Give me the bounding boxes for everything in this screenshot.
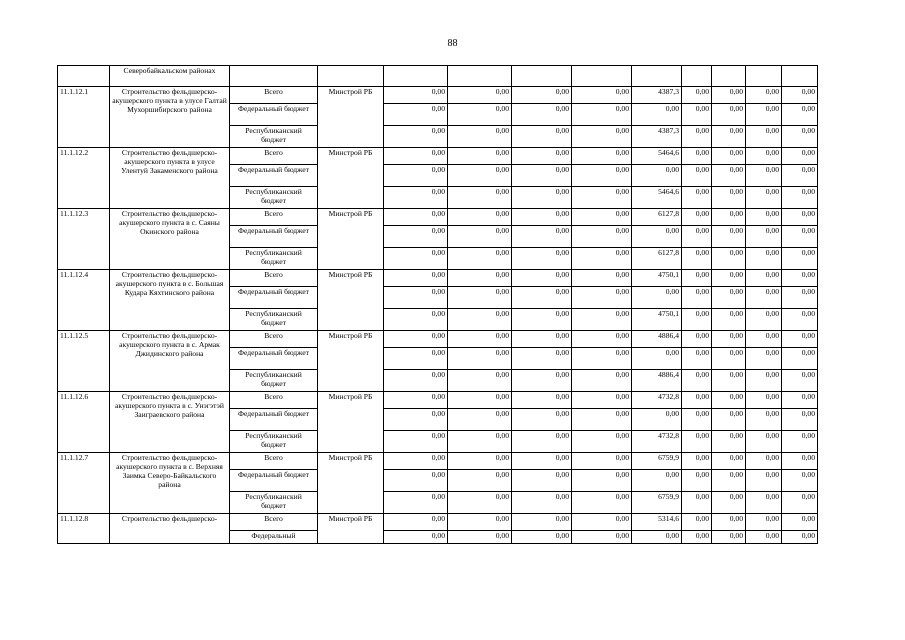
amount-cell: 0,00: [746, 453, 782, 470]
executor: Минстрой РБ: [318, 270, 384, 331]
amount-cell: 0,00: [572, 431, 632, 453]
amount-cell: 0,00: [682, 226, 712, 248]
amount-cell: 0,00: [632, 409, 682, 431]
amount-cell: 0,00: [782, 87, 818, 104]
amount-cell: 0,00: [384, 409, 448, 431]
amount-cell: 0,00: [448, 514, 512, 531]
amount-cell: 0,00: [572, 187, 632, 209]
amount-cell: 0,00: [682, 370, 712, 392]
amount-cell: 0,00: [682, 453, 712, 470]
amount-cell: 0,00: [712, 431, 746, 453]
amount-cell: 0,00: [712, 492, 746, 514]
amount-cell: 0,00: [512, 287, 572, 309]
amount-cell: 0,00: [746, 87, 782, 104]
amount-cell: 0,00: [746, 187, 782, 209]
amount-cell: 0,00: [384, 453, 448, 470]
amount-cell: 0,00: [782, 148, 818, 165]
table-row: [58, 453, 818, 470]
amount-cell: 0,00: [572, 348, 632, 370]
item-code: 11.1.12.4: [58, 270, 110, 331]
amount-cell: 0,00: [384, 209, 448, 226]
item-name: Строительство фельдшерско-акушерского пункта в с. Армак Джидинского района: [110, 331, 230, 392]
amount-cell: 0,00: [712, 287, 746, 309]
amount-cell: 0,00: [712, 370, 746, 392]
amount-cell: 0,00: [712, 331, 746, 348]
amount-cell: 6127,8: [632, 209, 682, 226]
amount-cell: 0,00: [682, 470, 712, 492]
amount-cell: 0,00: [712, 165, 746, 187]
amount-cell: 0,00: [746, 470, 782, 492]
amount-cell: 5464,6: [632, 148, 682, 165]
amount-cell: 0,00: [712, 453, 746, 470]
amount-cell: 0,00: [746, 492, 782, 514]
amount-cell: 0,00: [572, 470, 632, 492]
amount-cell: 4750,1: [632, 309, 682, 331]
amount-cell: 0,00: [682, 409, 712, 431]
amount-cell: 0,00: [384, 226, 448, 248]
amount-cell: 0,00: [712, 531, 746, 544]
amount-cell: 0,00: [512, 348, 572, 370]
amount-cell: 0,00: [712, 87, 746, 104]
amount-cell: 0,00: [512, 370, 572, 392]
executor: Минстрой РБ: [318, 209, 384, 270]
amount-cell: 0,00: [448, 287, 512, 309]
amount-cell: 0,00: [746, 248, 782, 270]
amount-cell: 0,00: [746, 209, 782, 226]
amount-cell: 0,00: [572, 226, 632, 248]
item-code: 11.1.12.2: [58, 148, 110, 209]
amount-cell: 0,00: [448, 531, 512, 544]
funding-source: Федеральный бюджет: [230, 226, 318, 248]
funding-source: Республиканский бюджет: [230, 431, 318, 453]
header-code-cell: [58, 66, 110, 87]
amount-cell: 0,00: [782, 514, 818, 531]
amount-cell: 0,00: [682, 165, 712, 187]
amount-cell: 0,00: [782, 348, 818, 370]
amount-cell: 0,00: [572, 409, 632, 431]
table-row: [58, 270, 818, 287]
amount-cell: 0,00: [448, 492, 512, 514]
amount-cell: 0,00: [384, 187, 448, 209]
amount-cell: 0,00: [512, 453, 572, 470]
amount-cell: 4886,4: [632, 370, 682, 392]
item-name: Строительство фельдшерско-: [110, 514, 230, 544]
amount-cell: 0,00: [384, 287, 448, 309]
funding-source: Всего: [230, 87, 318, 104]
amount-cell: 0,00: [448, 409, 512, 431]
amount-cell: 0,00: [512, 309, 572, 331]
budget-table: [57, 65, 818, 544]
amount-cell: 0,00: [746, 270, 782, 287]
amount-cell: 0,00: [746, 348, 782, 370]
amount-cell: 0,00: [782, 331, 818, 348]
amount-cell: 0,00: [712, 248, 746, 270]
amount-cell: 0,00: [448, 370, 512, 392]
amount-cell: 5464,6: [632, 187, 682, 209]
amount-cell: 0,00: [512, 331, 572, 348]
amount-cell: 0,00: [572, 165, 632, 187]
amount-cell: 0,00: [682, 148, 712, 165]
amount-cell: 0,00: [782, 309, 818, 331]
amount-cell: 0,00: [384, 165, 448, 187]
amount-cell: 0,00: [782, 104, 818, 126]
amount-cell: 0,00: [448, 309, 512, 331]
amount-cell: 0,00: [746, 126, 782, 148]
amount-cell: 0,00: [746, 165, 782, 187]
amount-cell: 0,00: [572, 126, 632, 148]
amount-cell: 0,00: [632, 226, 682, 248]
amount-cell: 0,00: [384, 309, 448, 331]
amount-cell: 0,00: [448, 209, 512, 226]
item-name: Строительство фельдшерско-акушерского пункта в улусе Улентуй Закаменского района: [110, 148, 230, 209]
amount-cell: 0,00: [572, 514, 632, 531]
amount-cell: 4732,8: [632, 431, 682, 453]
item-code: 11.1.12.8: [58, 514, 110, 544]
funding-source: Федеральный бюджет: [230, 165, 318, 187]
amount-cell: 0,00: [746, 531, 782, 544]
amount-cell: 0,00: [448, 126, 512, 148]
amount-cell: 0,00: [782, 226, 818, 248]
amount-cell: 0,00: [384, 331, 448, 348]
amount-cell: 0,00: [572, 209, 632, 226]
amount-cell: 0,00: [512, 492, 572, 514]
amount-cell: 0,00: [572, 392, 632, 409]
amount-cell: 0,00: [682, 492, 712, 514]
funding-source: Всего: [230, 209, 318, 226]
amount-cell: 0,00: [512, 165, 572, 187]
amount-cell: 0,00: [384, 87, 448, 104]
amount-cell: 0,00: [746, 226, 782, 248]
amount-cell: 0,00: [782, 209, 818, 226]
amount-cell: 0,00: [448, 187, 512, 209]
amount-cell: 0,00: [384, 148, 448, 165]
amount-cell: 0,00: [384, 392, 448, 409]
amount-cell: 0,00: [746, 431, 782, 453]
amount-cell: 0,00: [448, 148, 512, 165]
amount-cell: 0,00: [384, 270, 448, 287]
amount-cell: 0,00: [782, 431, 818, 453]
amount-cell: 4387,3: [632, 126, 682, 148]
amount-cell: 0,00: [512, 148, 572, 165]
amount-cell: 4387,3: [632, 87, 682, 104]
funding-source: Федеральный бюджет: [230, 348, 318, 370]
amount-cell: 0,00: [782, 492, 818, 514]
amount-cell: 0,00: [682, 87, 712, 104]
funding-source: Федеральный бюджет: [230, 287, 318, 309]
amount-cell: 0,00: [448, 270, 512, 287]
amount-cell: 0,00: [512, 270, 572, 287]
amount-cell: 0,00: [746, 148, 782, 165]
amount-cell: 0,00: [746, 104, 782, 126]
executor: Минстрой РБ: [318, 392, 384, 453]
amount-cell: 0,00: [384, 104, 448, 126]
amount-cell: 0,00: [448, 392, 512, 409]
amount-cell: 0,00: [448, 348, 512, 370]
amount-cell: 0,00: [712, 104, 746, 126]
amount-cell: 0,00: [572, 104, 632, 126]
funding-source: Федеральный бюджет: [230, 409, 318, 431]
executor: Минстрой РБ: [318, 514, 384, 544]
item-code: 11.1.12.1: [58, 87, 110, 148]
amount-cell: 0,00: [384, 514, 448, 531]
amount-cell: 0,00: [632, 348, 682, 370]
funding-source: Республиканский бюджет: [230, 492, 318, 514]
amount-cell: 0,00: [682, 270, 712, 287]
amount-cell: 0,00: [448, 431, 512, 453]
table-row: [58, 514, 818, 531]
amount-cell: 0,00: [384, 470, 448, 492]
amount-cell: 0,00: [632, 287, 682, 309]
amount-cell: 0,00: [712, 348, 746, 370]
amount-cell: 0,00: [384, 431, 448, 453]
page-number: 88: [447, 38, 458, 49]
item-code: 11.1.12.7: [58, 453, 110, 514]
amount-cell: 0,00: [682, 126, 712, 148]
amount-cell: 0,00: [782, 392, 818, 409]
table-row: [58, 209, 818, 226]
amount-cell: 0,00: [512, 87, 572, 104]
executor: Минстрой РБ: [318, 148, 384, 209]
amount-cell: 0,00: [682, 187, 712, 209]
amount-cell: 0,00: [384, 126, 448, 148]
amount-cell: 0,00: [682, 392, 712, 409]
amount-cell: 0,00: [746, 370, 782, 392]
amount-cell: 4750,1: [632, 270, 682, 287]
funding-source: Республиканский бюджет: [230, 370, 318, 392]
item-name: Строительство фельдшерско-акушерского пункта в с. Верхняя Заимка Северо-Байкальского района: [110, 453, 230, 514]
table-row: [58, 87, 818, 104]
item-code: 11.1.12.5: [58, 331, 110, 392]
amount-cell: 0,00: [682, 209, 712, 226]
header-continuation-row: [58, 66, 818, 87]
funding-source: Всего: [230, 148, 318, 165]
amount-cell: 0,00: [572, 309, 632, 331]
amount-cell: 0,00: [746, 392, 782, 409]
amount-cell: 0,00: [448, 470, 512, 492]
amount-cell: 0,00: [448, 248, 512, 270]
item-name: Строительство фельдшерско-акушерского пункта в с. Большая Кудара Кяхтинского района: [110, 270, 230, 331]
amount-cell: 0,00: [712, 392, 746, 409]
amount-cell: 0,00: [448, 104, 512, 126]
amount-cell: 0,00: [682, 248, 712, 270]
amount-cell: 0,00: [746, 309, 782, 331]
amount-cell: 0,00: [512, 409, 572, 431]
amount-cell: 5314,6: [632, 514, 682, 531]
amount-cell: 0,00: [632, 531, 682, 544]
amount-cell: 0,00: [782, 165, 818, 187]
amount-cell: 0,00: [572, 148, 632, 165]
item-name: Строительство фельдшерско-акушерского пункта в с. Унэгэтэй Заиграевского района: [110, 392, 230, 453]
amount-cell: 0,00: [572, 248, 632, 270]
amount-cell: 0,00: [746, 514, 782, 531]
amount-cell: 4886,4: [632, 331, 682, 348]
amount-cell: 0,00: [712, 126, 746, 148]
amount-cell: 0,00: [712, 270, 746, 287]
executor: Минстрой РБ: [318, 331, 384, 392]
amount-cell: 0,00: [572, 492, 632, 514]
amount-cell: 0,00: [712, 187, 746, 209]
amount-cell: 0,00: [512, 248, 572, 270]
amount-cell: 0,00: [632, 470, 682, 492]
amount-cell: 0,00: [512, 226, 572, 248]
funding-source: Всего: [230, 514, 318, 531]
amount-cell: 0,00: [782, 409, 818, 431]
amount-cell: 0,00: [782, 248, 818, 270]
funding-source: Федеральный: [230, 531, 318, 544]
item-name: Строительство фельдшерско-акушерского пункта в улусе Галтай Мухоршибирского района: [110, 87, 230, 148]
header-name-cell: Северобайкальском районах: [110, 66, 230, 87]
table-row: [58, 392, 818, 409]
amount-cell: 0,00: [512, 514, 572, 531]
funding-source: Республиканский бюджет: [230, 187, 318, 209]
amount-cell: 0,00: [712, 514, 746, 531]
amount-cell: 0,00: [712, 209, 746, 226]
amount-cell: 0,00: [782, 470, 818, 492]
amount-cell: 0,00: [512, 126, 572, 148]
funding-source: Всего: [230, 392, 318, 409]
funding-source: Федеральный бюджет: [230, 104, 318, 126]
funding-source: Республиканский бюджет: [230, 309, 318, 331]
amount-cell: 0,00: [712, 309, 746, 331]
amount-cell: 0,00: [512, 392, 572, 409]
funding-source: Всего: [230, 270, 318, 287]
amount-cell: 0,00: [712, 470, 746, 492]
amount-cell: 6759,9: [632, 453, 682, 470]
amount-cell: 0,00: [682, 431, 712, 453]
amount-cell: 0,00: [512, 431, 572, 453]
amount-cell: 0,00: [782, 287, 818, 309]
item-name: Строительство фельдшерско-акушерского пункта в с. Саяны Окинского района: [110, 209, 230, 270]
table-row: [58, 148, 818, 165]
funding-source: Всего: [230, 331, 318, 348]
amount-cell: 0,00: [512, 470, 572, 492]
amount-cell: 0,00: [572, 287, 632, 309]
amount-cell: 0,00: [746, 287, 782, 309]
amount-cell: 0,00: [782, 453, 818, 470]
amount-cell: 0,00: [632, 104, 682, 126]
funding-source: Республиканский бюджет: [230, 248, 318, 270]
amount-cell: 0,00: [682, 531, 712, 544]
amount-cell: 0,00: [782, 126, 818, 148]
amount-cell: 0,00: [782, 370, 818, 392]
item-code: 11.1.12.3: [58, 209, 110, 270]
amount-cell: 0,00: [712, 148, 746, 165]
funding-source: Республиканский бюджет: [230, 126, 318, 148]
amount-cell: 0,00: [572, 370, 632, 392]
amount-cell: 0,00: [746, 409, 782, 431]
amount-cell: 0,00: [448, 87, 512, 104]
amount-cell: 0,00: [712, 409, 746, 431]
amount-cell: 0,00: [448, 453, 512, 470]
executor: Минстрой РБ: [318, 87, 384, 148]
amount-cell: 0,00: [572, 331, 632, 348]
amount-cell: 0,00: [572, 453, 632, 470]
amount-cell: 0,00: [572, 531, 632, 544]
amount-cell: 0,00: [384, 492, 448, 514]
amount-cell: 0,00: [448, 226, 512, 248]
amount-cell: 0,00: [448, 331, 512, 348]
amount-cell: 0,00: [512, 531, 572, 544]
amount-cell: 0,00: [712, 226, 746, 248]
amount-cell: 0,00: [782, 187, 818, 209]
amount-cell: 4732,8: [632, 392, 682, 409]
amount-cell: 0,00: [384, 531, 448, 544]
amount-cell: 0,00: [746, 331, 782, 348]
amount-cell: 0,00: [512, 209, 572, 226]
item-code: 11.1.12.6: [58, 392, 110, 453]
executor: Минстрой РБ: [318, 453, 384, 514]
table-row: [58, 331, 818, 348]
funding-source: Федеральный бюджет: [230, 470, 318, 492]
amount-cell: 0,00: [384, 348, 448, 370]
amount-cell: 0,00: [682, 309, 712, 331]
amount-cell: 0,00: [512, 104, 572, 126]
amount-cell: 0,00: [682, 287, 712, 309]
amount-cell: 0,00: [572, 270, 632, 287]
amount-cell: 0,00: [384, 248, 448, 270]
amount-cell: 0,00: [682, 331, 712, 348]
amount-cell: 0,00: [512, 187, 572, 209]
amount-cell: 0,00: [682, 348, 712, 370]
funding-source: Всего: [230, 453, 318, 470]
amount-cell: 0,00: [572, 87, 632, 104]
amount-cell: 0,00: [782, 531, 818, 544]
amount-cell: 0,00: [632, 165, 682, 187]
amount-cell: 0,00: [448, 165, 512, 187]
amount-cell: 0,00: [682, 514, 712, 531]
amount-cell: 0,00: [384, 370, 448, 392]
amount-cell: 6127,8: [632, 248, 682, 270]
amount-cell: 0,00: [782, 270, 818, 287]
amount-cell: 0,00: [682, 104, 712, 126]
amount-cell: 6759,9: [632, 492, 682, 514]
